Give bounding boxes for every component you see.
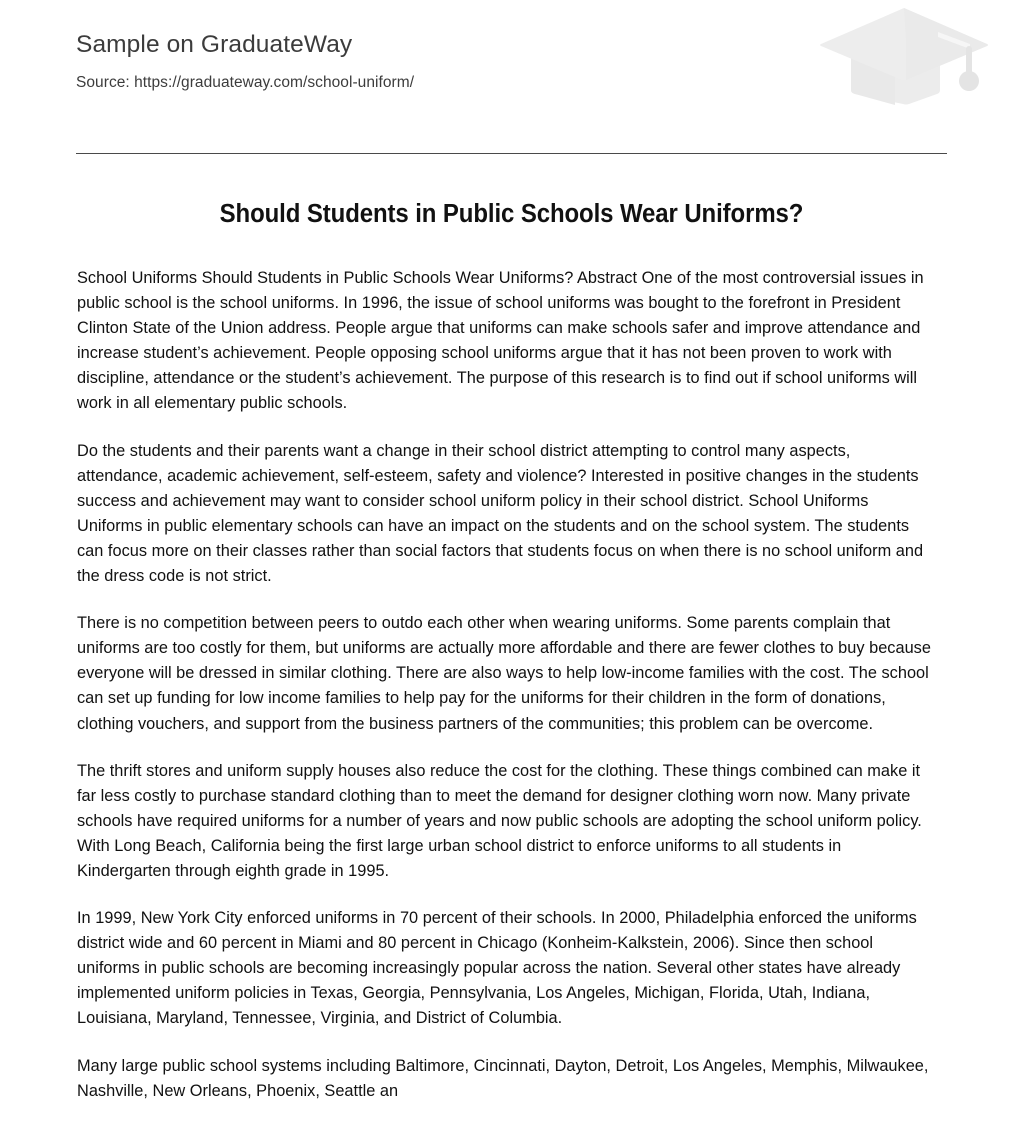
paragraph: There is no competition between peers to outdo each other when wearing uniforms. Some parents complain that uniforms are too costly for them, but uniforms are actually more affordable and there are fewer clothes to buy because everyone will be dressed in similar clothing. There are also ways to help low-income families with the cost. The school can set up funding for low income families to help pay for the uniforms for their children in the form of donations, clothing vouchers, and support from the business partners of the communities; this problem can be overcome. (77, 613, 931, 733)
paragraph: Do the students and their parents want a change in their school district attempting to control many aspects, attendance, academic achievement, self-esteem, safety and violence? Interested in positive changes in the students success and achievement may want to consider school uniform policy in their school district. School Uniforms Uniforms in public elementary schools can have an impact on the students and on the school system. The students can focus more on their classes rather than social factors that students focus on when there is no school uniform and the dress code is not strict. (77, 440, 924, 586)
source-line: Source: https://graduateway.com/school-uniform/ (76, 73, 415, 91)
paragraph: Many large public school systems including Baltimore, Cincinnati, Dayton, Detroit, Los Angeles, Memphis, Milwaukee, Nashville, New Orleans, Phoenix, Seattle an (77, 1055, 929, 1100)
paragraph: The thrift stores and uniform supply houses also reduce the cost for the clothing. These things combined can make it far less costly to purchase standard clothing than to meet the demand for designer clothing worn now. Many private schools have required uniforms for a number of years and now public schools are adopting the school uniform policy. With Long Beach, California being the first large urban school district to enforce uniforms to all students in Kindergarten through eighth grade in 1995. (77, 760, 922, 880)
paragraph: School Uniforms Should Students in Public Schools Wear Uniforms? Abstract One of the most controversial issues in public school is the school uniforms. In 1996, the issue of school uniforms was bought to the forefront in President Clinton State of the Union address. People argue that uniforms can make schools safer and improve attendance and increase student’s achievement. People opposing school uniforms argue that it has not been proven to work with discipline, attendance or the student’s achievement. The purpose of this research is to find out if school uniforms will work in all elementary public schools. (77, 268, 924, 413)
header-divider (76, 153, 947, 154)
paragraph: In 1999, New York City enforced uniforms in 70 percent of their schools. In 2000, Philadelphia enforced the uniforms district wide and 60 percent in Miami and 80 percent in Chicago (Konheim-Kalkstein, 2006). Since then school uniforms in public schools are becoming increasingly popular across the nation. Several other states have already implemented uniform policies in Texas, Georgia, Pennsylvania, Los Angeles, Michigan, Florida, Utah, Indiana, Louisiana, Maryland, Tennessee, Virginia, and District of Columbia. (77, 908, 917, 1028)
brand-title: Sample on GraduateWay (76, 31, 353, 58)
page-header (76, 30, 947, 140)
page-title: Should Students in Public Schools Wear Uniforms? (219, 200, 804, 228)
document-body (77, 265, 949, 1103)
